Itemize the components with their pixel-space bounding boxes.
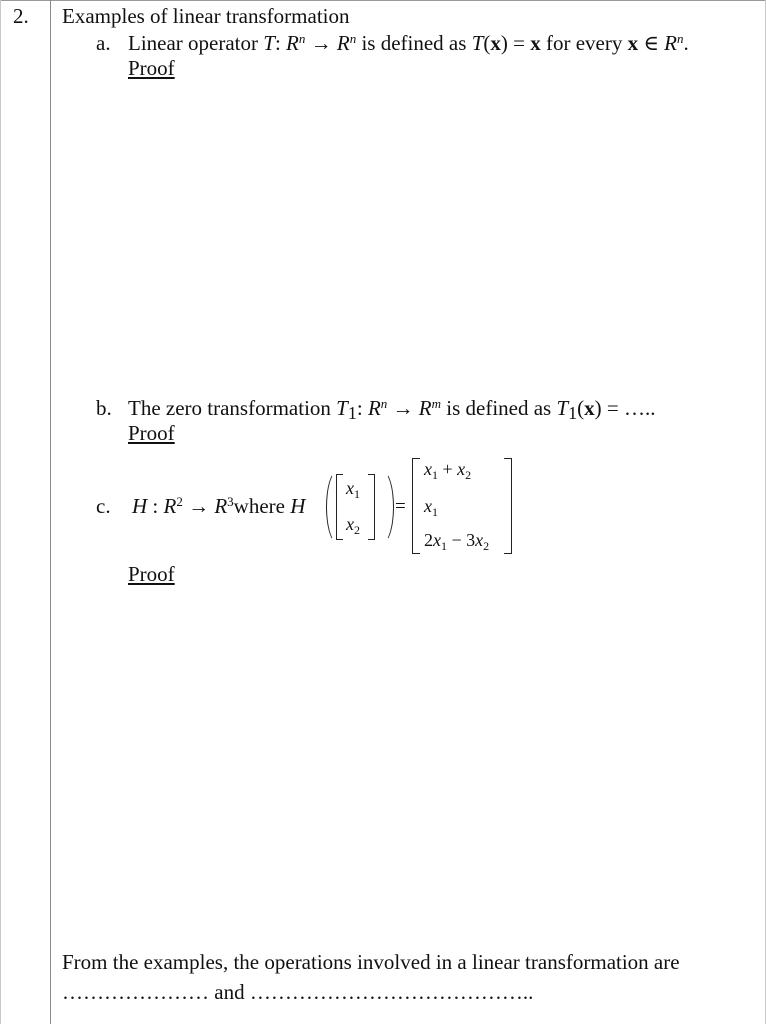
top-border	[0, 0, 766, 1]
output-row-3: $2x_1 - 3x_2$	[424, 530, 490, 553]
part-c-proof-heading: Proof	[128, 562, 175, 586]
right-parenthesis	[370, 470, 394, 544]
conclusion-blanks: ………………… and …………………………………..	[62, 980, 534, 1004]
question-title: Examples of linear transformation	[62, 4, 350, 28]
input-left-bracket	[336, 474, 343, 540]
column-divider	[50, 0, 51, 1024]
question-number: 2.	[13, 4, 29, 28]
part-a-statement: Linear operator T: $R^n \to R^n$ is defined as T(x) = x for every x ∈ $R^n$.	[128, 31, 689, 55]
conclusion-sentence: From the examples, the operations involved in a linear transformation are	[62, 950, 680, 974]
output-row-1: $x_1 + x_2$	[424, 459, 472, 482]
part-b-statement: The zero transformation $T_1$: $R^n \to R^m$ is defined as $T_1(x)$ = …..	[128, 396, 656, 423]
part-a-letter: a.	[96, 31, 111, 55]
input-x1: $x_1$	[346, 478, 360, 501]
part-b-letter: b.	[96, 396, 112, 420]
part-c-mapping: H : $R^2$ → $R^3where$ H	[132, 494, 306, 518]
output-right-bracket	[504, 458, 512, 554]
part-a-proof-heading: Proof	[128, 56, 175, 80]
equals-sign: =	[395, 496, 406, 517]
output-left-bracket	[412, 458, 420, 554]
part-b-proof-heading: Proof	[128, 421, 175, 445]
part-c-letter: c.	[96, 494, 111, 518]
input-x2: $x_2$	[346, 514, 360, 537]
left-border	[0, 0, 1, 1024]
output-row-2: $x_1$	[424, 496, 438, 519]
